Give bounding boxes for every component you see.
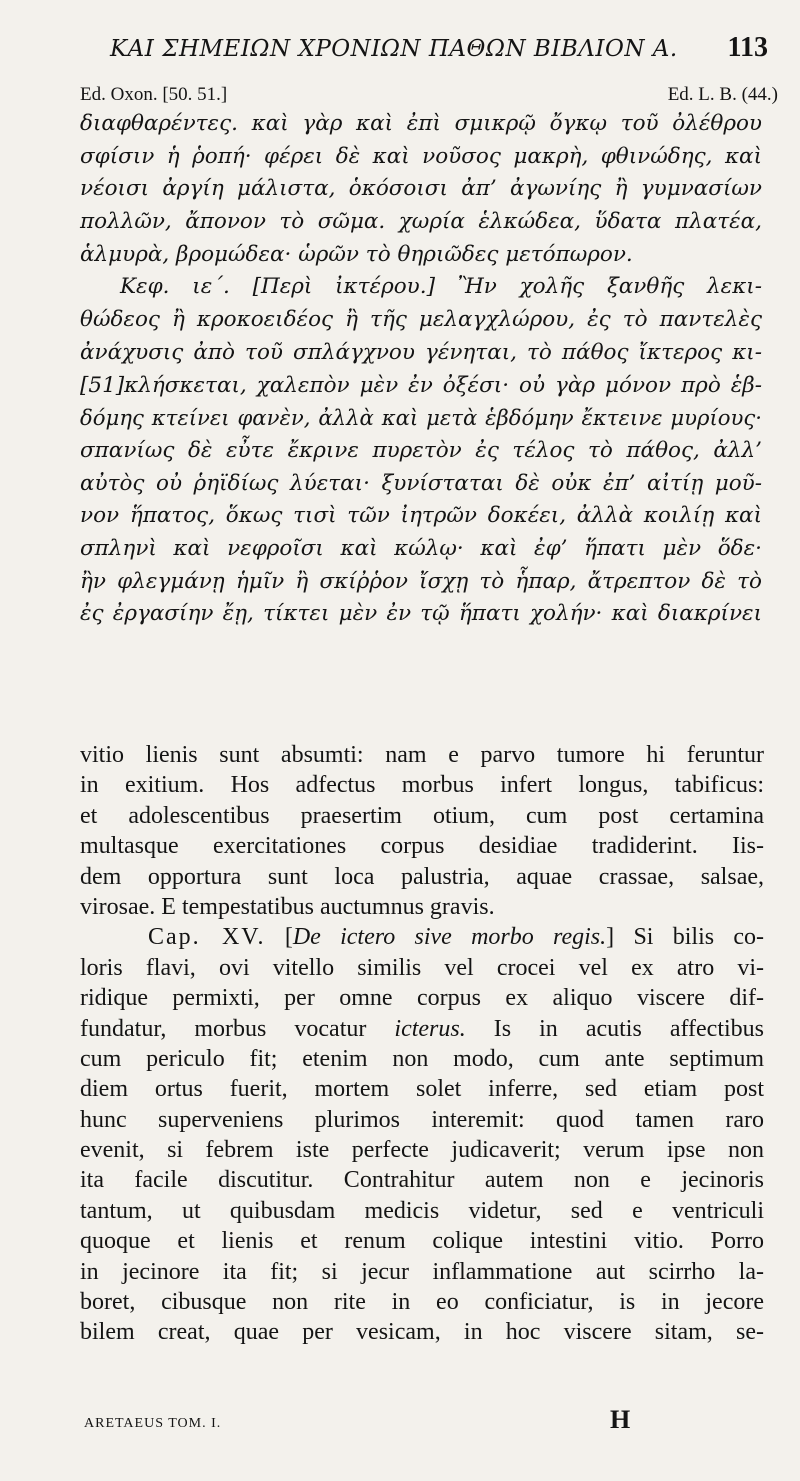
- latin-line-fragment: fundatur, morbus vocatur: [80, 1015, 367, 1042]
- latin-line: diem ortus fuerit, mortem solet inferre, sed etiam post: [80, 1076, 764, 1103]
- latin-line: dem opportura sunt loca palustria, aquae crassae, salsae,: [80, 863, 764, 890]
- latin-line: boret, cibusque non rite in eo conficiatur, is in jecore: [80, 1289, 764, 1316]
- latin-line: multasque exercitationes corpus desidiae tradiderint. Iis-: [80, 833, 764, 860]
- latin-line: in jecinore ita fit; si jecur inflammatione aut scirrho la-: [80, 1258, 764, 1285]
- greek-line: ἀνάχυσις ἀπὸ τοῦ σπλάγχνου γένηται, τὸ πάθος ἴκτερος κι-: [80, 339, 762, 365]
- greek-text-block: [80, 108, 762, 631]
- latin-line: in exitium. Hos adfectus morbus infert longus, tabificus:: [80, 772, 764, 799]
- latin-line: bilem creat, quae per vesicam, in hoc viscere sitam, se-: [80, 1319, 764, 1346]
- greek-line: πολλῶν, ἄπονον τὸ σῶμα. χωρία ἑλκώδεα, ὕδατα πλατέα,: [80, 209, 762, 235]
- latin-text-block: [80, 740, 764, 1348]
- greek-line: σπανίως δὲ εὖτε ἔκρινε πυρετὸν ἐς τέλος τὸ πάθος, ἀλλ’: [80, 437, 762, 463]
- greek-line: νον ἥπατος, ὅκως τισὶ τῶν ἰητρῶν δοκέει, ἀλλὰ κοιλίῃ καὶ: [80, 503, 762, 529]
- latin-chapter-heading-line: [80, 922, 764, 952]
- bracket-open: [: [284, 924, 293, 951]
- greek-line: νέοισι ἀργίη μάλιστα, ὁκόσοισι ἀπ’ ἀγωνίης ἢ γυμνασίων: [80, 176, 762, 202]
- icterus-term: icterus.: [394, 1015, 466, 1042]
- latin-line: ita facile discutitur. Contrahitur autem non e jecinoris: [80, 1167, 764, 1194]
- greek-line: σπληνὶ καὶ νεφροῖσι καὶ κώλῳ· καὶ ἐφ’ ἥπατι μὲν ὅδε·: [80, 535, 762, 561]
- latin-line-with-term: [80, 1014, 764, 1044]
- latin-line-fragment: Si bilis co-: [633, 924, 765, 951]
- greek-line: [51]κλήσκεται, χαλεπὸν μὲν ἐν ὀξέσι· οὐ γὰρ μόνον πρὸ ἑβ-: [80, 372, 762, 398]
- latin-line: tantum, ut quibusdam medicis videtur, sed e ventriculi: [80, 1197, 764, 1224]
- latin-line: loris flavi, ovi vitello similis vel crocei vel ex atro vi-: [80, 954, 764, 981]
- edition-reference-line: [80, 84, 780, 110]
- greek-line: διαφθαρέντες. καὶ γὰρ καὶ ἐπὶ σμικρῷ ὄγκῳ τοῦ ὀλέθρου: [80, 111, 762, 136]
- bracket-close: ]: [606, 924, 615, 951]
- chapter-label: Cap. XV.: [148, 924, 266, 951]
- running-head: [110, 30, 770, 70]
- latin-line: evenit, si febrem iste perfecte judicaverit; verum ipse non: [80, 1137, 764, 1164]
- latin-line: cum periculo fit; etenim non modo, cum ante septimum: [80, 1045, 764, 1072]
- printer-signature: ARETAEUS TOM. I.: [84, 1416, 222, 1431]
- greek-chapter-heading-line: Κεφ. ιε΄. [Περὶ ἰκτέρου.] Ἢν χολῆς ξανθῆς λεκι-: [120, 274, 762, 300]
- edition-oxon-reference: Ed. Oxon. [50. 51.]: [80, 84, 228, 105]
- edition-lb-reference: Ed. L. B. (44.): [667, 84, 778, 105]
- greek-line: ἁλμυρὰ, βρομώδεα· ὡρῶν τὸ θηριῶδες μετόπωρον.: [80, 241, 633, 267]
- signature-mark: H: [610, 1405, 631, 1434]
- chapter-title: De ictero sive morbo regis.: [292, 924, 607, 951]
- greek-line: ἢν φλεγμάνῃ ἡμῖν ἢ σκίῤῥον ἴσχῃ τὸ ἧπαρ, ἄτρεπτον δὲ τὸ: [80, 568, 762, 594]
- greek-line: ἐς ἐργασίην ἔῃ, τίκτει μὲν ἐν τῷ ἥπατι χολήν· καὶ διακρίνει: [80, 601, 762, 627]
- greek-line: θώδεος ἢ κροκοειδέος ἢ τῆς μελαγχλώρου, ἐς τὸ παντελὲς: [80, 307, 762, 333]
- latin-line: et adolescentibus praesertim otium, cum post certamina: [80, 802, 764, 829]
- greek-line: δόμης κτείνει φανὲν, ἀλλὰ καὶ μετὰ ἑβδόμην ἔκτεινε μυρίους·: [80, 405, 762, 431]
- latin-line: quoque et lienis et renum colique intestini vitio. Porro: [80, 1228, 764, 1255]
- latin-line: ridique permixti, per omne corpus ex aliquo viscere dif-: [80, 985, 764, 1012]
- latin-line: hunc superveniens plurimos interemit: quod tamen raro: [80, 1106, 764, 1133]
- greek-line: σφίσιν ἡ ῥοπή· φέρει δὲ καὶ νοῦσος μακρὴ, φθινώδης, καὶ: [80, 143, 762, 169]
- latin-line: virosae. E tempestatibus auctumnus gravis.: [80, 893, 495, 920]
- latin-line-fragment: Is in acutis affectibus: [493, 1015, 765, 1042]
- page-number: 113: [727, 32, 768, 63]
- greek-line: αὐτὸς οὐ ῥηϊδίως λύεται· ξυνίσταται δὲ οὐκ ἐπ’ αἰτίῃ μοῦ-: [80, 470, 762, 496]
- latin-line: vitio lienis sunt absumti: nam e parvo tumore hi feruntur: [80, 742, 764, 768]
- running-title: ΚΑΙ ΣΗΜΕΙΩΝ ΧΡΟΝΙΩΝ ΠΑΘΩΝ ΒΙΒΛΙΟΝ Α.: [110, 36, 678, 62]
